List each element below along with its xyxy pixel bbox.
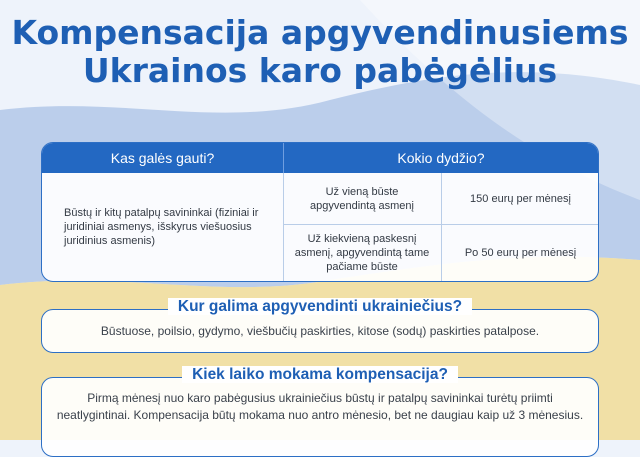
amount-text: Po 50 eurų per mėnesį [464,247,577,259]
eligible-owners-text: Būstų ir kitų patalpų savininkai (fiziniai ir juridiniai asmenys, išskyrus viešuosius juridinius asmenis) [64,207,259,247]
where-section [41,298,599,353]
header-amount: Kokio dydžio? [397,150,485,166]
table-header [42,143,598,173]
duration-title-text: Kiek laiko mokama kompensacija? [182,366,458,383]
duration-title [42,366,598,384]
table-row-1-amount [442,173,599,224]
where-title [42,298,598,316]
table-row-2-condition [292,225,432,281]
table-row-1-condition [292,173,432,224]
condition-text: Už vieną būste apgyvendintą asmenį [310,185,414,212]
duration-text: Pirmą mėnesį nuo karo pabėgusius ukrainiečius būstų ir patalpų savininkai turėtų priimti neatlygintinai. Kompensacija būtų mokama nuo antro mėnesio, bet ne daugiau kaip už 3 mėnesius. [56,391,584,422]
amount-text: 150 eurų per mėnesį [470,192,571,205]
header-who: Kas galės gauti? [42,143,284,173]
condition-text: Už kiekvieną paskesnį asmenį, apgyvendintą tame pačiame būste [294,233,430,273]
duration-section [41,366,599,457]
page-title-line-2: Ukrainos karo pabėgėlius [82,51,558,90]
table-row-2-amount [442,225,599,281]
eligible-owners-cell [64,173,279,281]
where-text: Būstuose, poilsio, gydymo, viešbučių paskirties, kitose (sodų) paskirties patalpose. [100,324,540,338]
page-title-line-1: Kompensacija apgyvendinusiems [11,13,629,52]
column-divider [283,173,284,282]
page-title [0,14,640,90]
compensation-table [41,142,599,282]
where-title-text: Kur galima apgyvendinti ukrainiečius? [168,298,472,315]
